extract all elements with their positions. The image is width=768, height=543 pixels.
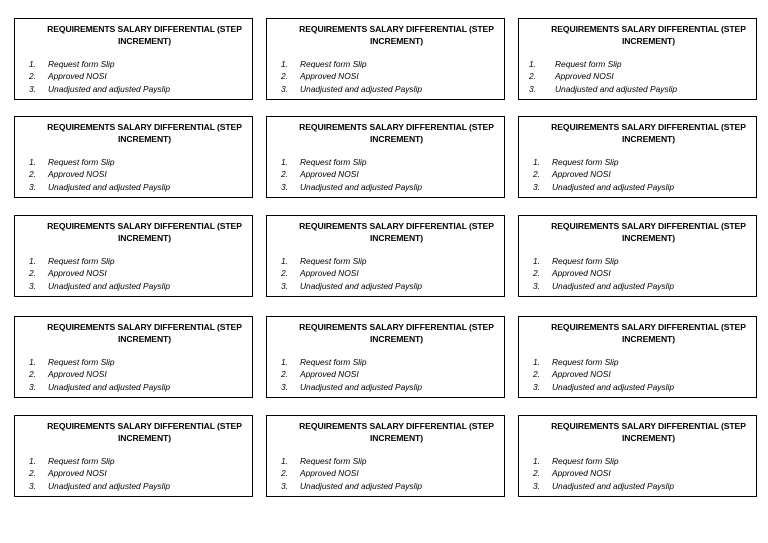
list-number: 1. <box>29 59 36 69</box>
list-item <box>281 168 422 180</box>
list-number: 1. <box>281 256 288 266</box>
list-item <box>281 267 422 279</box>
requirements-card <box>14 215 253 297</box>
list-number: 1. <box>281 59 288 69</box>
list-item <box>281 70 422 82</box>
card-title: REQUIREMENTS SALARY DIFFERENTIAL (STEP INCREMENT) <box>47 122 242 144</box>
list-item <box>529 83 677 95</box>
requirements-list <box>533 255 674 292</box>
list-number: 3. <box>533 480 540 491</box>
requirements-card <box>518 215 757 297</box>
list-text: Unadjusted and adjusted Payslip <box>48 381 170 392</box>
list-number: 1. <box>281 157 288 167</box>
list-item <box>281 368 422 380</box>
list-item <box>533 156 674 168</box>
requirements-list <box>29 58 170 95</box>
list-item <box>533 181 674 193</box>
list-number: 3. <box>281 280 288 291</box>
list-item <box>29 467 170 479</box>
list-text: Request form Slip <box>552 256 619 266</box>
list-item <box>29 83 170 95</box>
list-item <box>29 156 170 168</box>
list-number: 2. <box>533 268 540 279</box>
requirements-card <box>518 116 757 198</box>
requirements-list <box>533 455 674 492</box>
list-number: 2. <box>29 169 36 180</box>
list-text: Request form Slip <box>552 157 619 167</box>
requirements-card <box>266 415 505 497</box>
list-text: Request form Slip <box>48 357 115 367</box>
list-item <box>281 455 422 467</box>
requirements-list <box>281 455 422 492</box>
list-number: 3. <box>29 181 36 192</box>
card-title: REQUIREMENTS SALARY DIFFERENTIAL (STEP INCREMENT) <box>551 24 746 46</box>
list-number: 2. <box>281 71 288 82</box>
list-text: Request form Slip <box>48 157 115 167</box>
requirements-list <box>29 455 170 492</box>
list-item <box>533 356 674 368</box>
list-text: Approved NOSI <box>48 71 107 82</box>
list-number: 1. <box>29 256 36 266</box>
list-text: Approved NOSI <box>555 71 614 82</box>
card-title: REQUIREMENTS SALARY DIFFERENTIAL (STEP INCREMENT) <box>299 421 494 443</box>
card-title: REQUIREMENTS SALARY DIFFERENTIAL (STEP INCREMENT) <box>299 122 494 144</box>
list-item <box>281 58 422 70</box>
card-title: REQUIREMENTS SALARY DIFFERENTIAL (STEP INCREMENT) <box>299 24 494 46</box>
list-number: 2. <box>29 268 36 279</box>
requirements-card <box>518 415 757 497</box>
list-item <box>533 455 674 467</box>
list-text: Approved NOSI <box>552 468 611 479</box>
list-item <box>29 356 170 368</box>
requirements-card <box>518 18 757 100</box>
list-text: Unadjusted and adjusted Payslip <box>300 83 422 94</box>
list-item <box>281 181 422 193</box>
list-text: Request form Slip <box>300 456 367 466</box>
list-text: Approved NOSI <box>300 71 359 82</box>
requirements-list <box>29 156 170 193</box>
list-number: 1. <box>533 456 540 466</box>
list-text: Request form Slip <box>555 59 622 69</box>
list-text: Unadjusted and adjusted Payslip <box>555 83 677 94</box>
card-title: REQUIREMENTS SALARY DIFFERENTIAL (STEP INCREMENT) <box>551 221 746 243</box>
list-item <box>281 467 422 479</box>
requirements-list <box>281 58 422 95</box>
list-text: Request form Slip <box>300 256 367 266</box>
card-title: REQUIREMENTS SALARY DIFFERENTIAL (STEP INCREMENT) <box>299 322 494 344</box>
list-number: 2. <box>29 71 36 82</box>
list-text: Request form Slip <box>552 456 619 466</box>
list-number: 1. <box>281 357 288 367</box>
list-number: 1. <box>533 357 540 367</box>
list-number: 2. <box>281 169 288 180</box>
list-text: Approved NOSI <box>300 468 359 479</box>
list-text: Approved NOSI <box>48 268 107 279</box>
list-text: Unadjusted and adjusted Payslip <box>552 181 674 192</box>
list-text: Unadjusted and adjusted Payslip <box>48 480 170 491</box>
list-item <box>533 255 674 267</box>
list-number: 1. <box>29 357 36 367</box>
requirements-card <box>14 316 253 398</box>
list-text: Unadjusted and adjusted Payslip <box>48 280 170 291</box>
list-item <box>281 356 422 368</box>
list-item <box>281 83 422 95</box>
list-item <box>29 455 170 467</box>
list-item <box>29 181 170 193</box>
list-item <box>529 58 677 70</box>
list-item <box>533 280 674 292</box>
requirements-list <box>29 356 170 393</box>
list-item <box>281 156 422 168</box>
list-text: Unadjusted and adjusted Payslip <box>552 280 674 291</box>
card-title: REQUIREMENTS SALARY DIFFERENTIAL (STEP INCREMENT) <box>551 322 746 344</box>
list-item <box>533 480 674 492</box>
list-number: 2. <box>281 268 288 279</box>
list-number: 2. <box>29 468 36 479</box>
list-number: 1. <box>29 456 36 466</box>
list-text: Request form Slip <box>48 59 115 69</box>
list-number: 3. <box>29 280 36 291</box>
list-item <box>281 480 422 492</box>
list-number: 1. <box>529 59 536 69</box>
list-text: Unadjusted and adjusted Payslip <box>300 181 422 192</box>
requirements-list <box>281 255 422 292</box>
list-text: Unadjusted and adjusted Payslip <box>552 480 674 491</box>
list-number: 3. <box>533 181 540 192</box>
list-number: 2. <box>281 468 288 479</box>
list-item <box>29 267 170 279</box>
requirements-card <box>518 316 757 398</box>
list-number: 1. <box>533 157 540 167</box>
requirements-list <box>533 156 674 193</box>
list-item <box>533 267 674 279</box>
card-title: REQUIREMENTS SALARY DIFFERENTIAL (STEP INCREMENT) <box>47 24 242 46</box>
list-item <box>29 480 170 492</box>
requirements-card <box>14 116 253 198</box>
list-item <box>281 255 422 267</box>
requirements-list <box>529 58 677 95</box>
list-text: Request form Slip <box>48 456 115 466</box>
list-number: 1. <box>281 456 288 466</box>
list-item <box>29 58 170 70</box>
list-text: Unadjusted and adjusted Payslip <box>48 83 170 94</box>
list-number: 1. <box>29 157 36 167</box>
list-item <box>533 467 674 479</box>
list-number: 2. <box>29 369 36 380</box>
list-number: 3. <box>529 83 536 94</box>
requirements-list <box>281 356 422 393</box>
list-text: Request form Slip <box>552 357 619 367</box>
list-text: Unadjusted and adjusted Payslip <box>300 480 422 491</box>
list-text: Approved NOSI <box>48 169 107 180</box>
requirements-card <box>14 415 253 497</box>
list-item <box>29 280 170 292</box>
card-title: REQUIREMENTS SALARY DIFFERENTIAL (STEP INCREMENT) <box>551 122 746 144</box>
list-number: 2. <box>533 169 540 180</box>
list-text: Unadjusted and adjusted Payslip <box>48 181 170 192</box>
card-title: REQUIREMENTS SALARY DIFFERENTIAL (STEP INCREMENT) <box>47 322 242 344</box>
list-text: Approved NOSI <box>300 169 359 180</box>
list-item <box>533 168 674 180</box>
list-number: 2. <box>281 369 288 380</box>
list-text: Approved NOSI <box>552 268 611 279</box>
list-number: 3. <box>533 280 540 291</box>
list-item <box>29 255 170 267</box>
list-text: Approved NOSI <box>300 268 359 279</box>
list-text: Approved NOSI <box>552 169 611 180</box>
requirements-card <box>266 116 505 198</box>
requirements-list <box>281 156 422 193</box>
card-title: REQUIREMENTS SALARY DIFFERENTIAL (STEP INCREMENT) <box>551 421 746 443</box>
list-item <box>29 70 170 82</box>
list-number: 3. <box>281 181 288 192</box>
list-text: Approved NOSI <box>48 369 107 380</box>
list-item <box>281 280 422 292</box>
requirements-card <box>266 18 505 100</box>
list-number: 3. <box>281 480 288 491</box>
card-title: REQUIREMENTS SALARY DIFFERENTIAL (STEP INCREMENT) <box>47 421 242 443</box>
list-number: 2. <box>533 468 540 479</box>
list-number: 3. <box>29 480 36 491</box>
requirements-card <box>266 316 505 398</box>
list-text: Request form Slip <box>48 256 115 266</box>
list-number: 3. <box>29 381 36 392</box>
list-number: 2. <box>533 369 540 380</box>
list-text: Unadjusted and adjusted Payslip <box>300 381 422 392</box>
card-title: REQUIREMENTS SALARY DIFFERENTIAL (STEP INCREMENT) <box>47 221 242 243</box>
list-item <box>29 368 170 380</box>
list-text: Request form Slip <box>300 357 367 367</box>
list-text: Approved NOSI <box>552 369 611 380</box>
list-text: Approved NOSI <box>48 468 107 479</box>
list-item <box>281 381 422 393</box>
list-text: Request form Slip <box>300 59 367 69</box>
requirements-list <box>533 356 674 393</box>
list-number: 3. <box>29 83 36 94</box>
list-text: Unadjusted and adjusted Payslip <box>300 280 422 291</box>
requirements-list <box>29 255 170 292</box>
list-number: 1. <box>533 256 540 266</box>
list-item <box>29 168 170 180</box>
list-text: Approved NOSI <box>300 369 359 380</box>
list-text: Request form Slip <box>300 157 367 167</box>
card-title: REQUIREMENTS SALARY DIFFERENTIAL (STEP INCREMENT) <box>299 221 494 243</box>
list-item <box>533 368 674 380</box>
list-item <box>29 381 170 393</box>
requirements-card <box>266 215 505 297</box>
list-number: 3. <box>533 381 540 392</box>
list-text: Unadjusted and adjusted Payslip <box>552 381 674 392</box>
list-number: 3. <box>281 83 288 94</box>
list-item <box>533 381 674 393</box>
list-number: 3. <box>281 381 288 392</box>
list-item <box>529 70 677 82</box>
requirements-card <box>14 18 253 100</box>
list-number: 2. <box>529 71 536 82</box>
